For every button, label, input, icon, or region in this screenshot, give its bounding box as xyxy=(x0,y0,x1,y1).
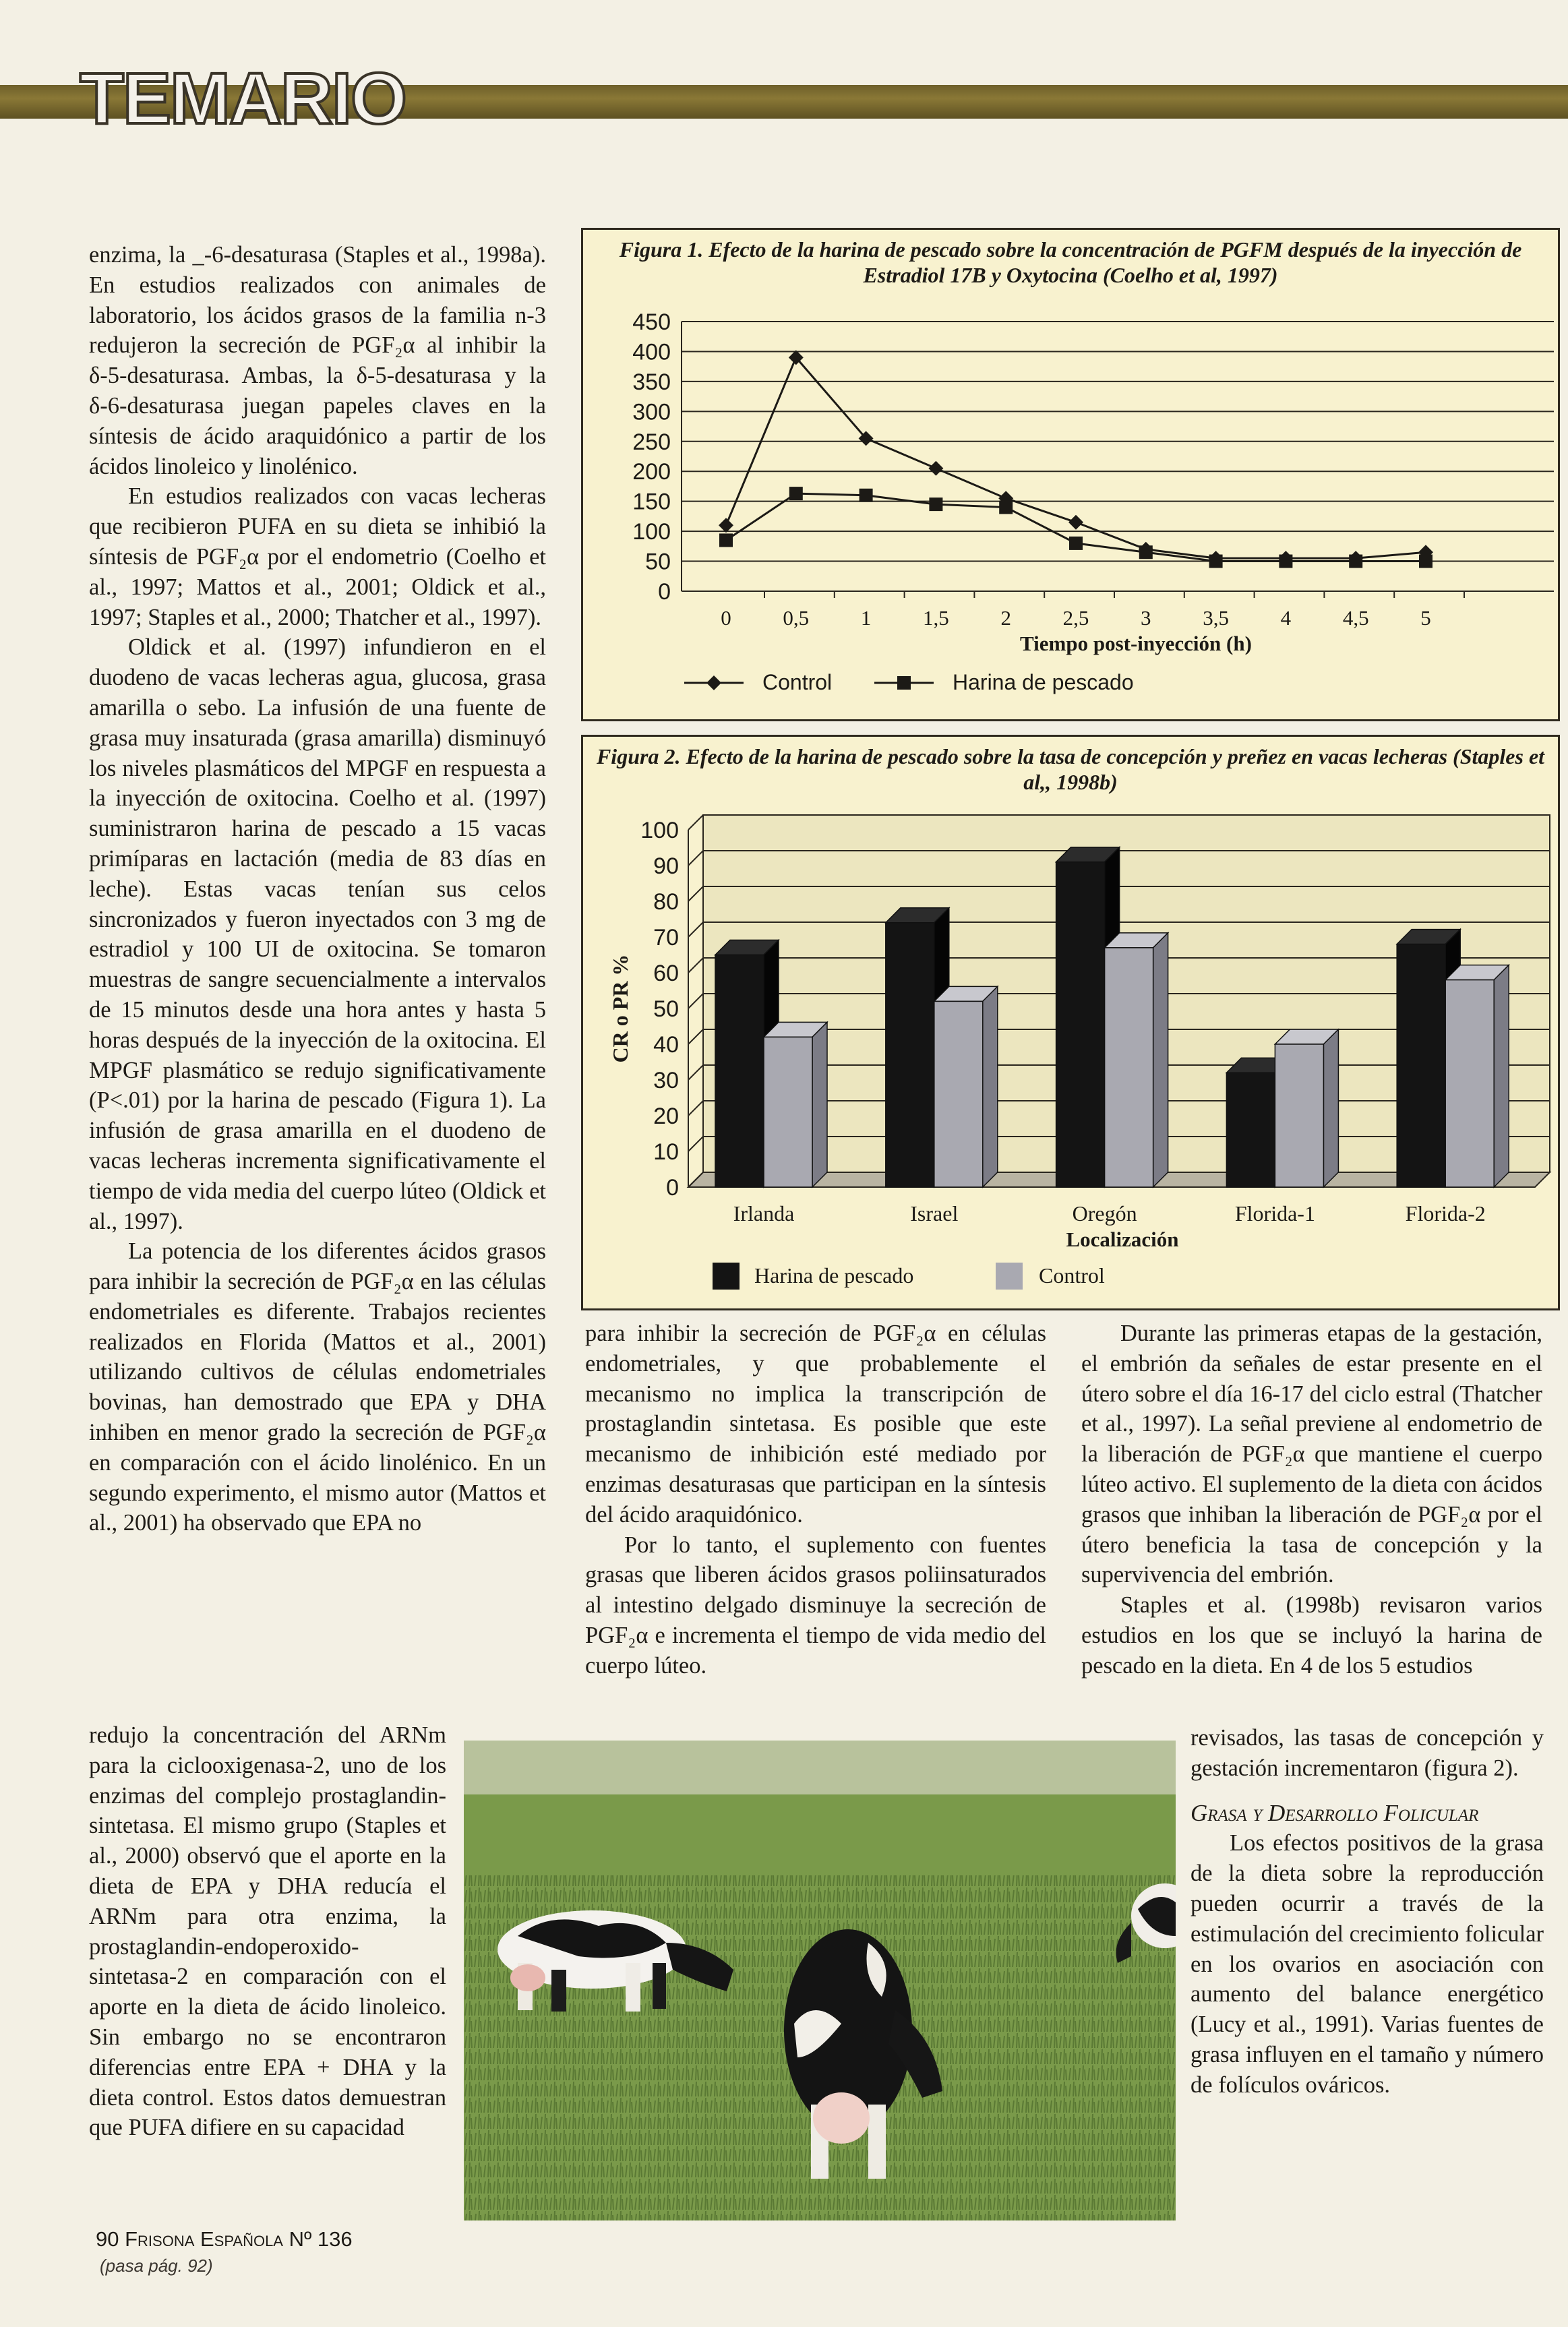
legend-label-harina: Harina de pescado xyxy=(754,1263,914,1288)
x-tick-label: 5 xyxy=(1420,606,1431,630)
x-tick-label: 1 xyxy=(860,606,872,630)
data-point-control xyxy=(1068,515,1083,530)
y-tick-label: 300 xyxy=(632,399,671,425)
data-point-harina xyxy=(1139,545,1153,559)
paragraph: Oldick et al. (1997) infundieron en el duodeno de vacas lecheras agua, glucosa, grasa amarilla o sebo. La infusión de una fuente de grasa muy insaturada (grasa amarilla) disminuyó los niveles plasmáticos del MPGF en respuesta a la inyección de oxitocina. Coelho et al. (1997) suministraron harina de pescado a 15 vacas primíparas en lactación (media de 83 días en leche). Estas vacas tenían sus celos sincronizados y fueron inyectados con 3 mg de estradiol y 100 UI de oxitocina. Se tomaron muestras de sangre secuencialmente a intervalos de 15 minutos desde una hora antes y hasta 5 horas después de la inyección de la oxitocina. El MPGF plasmático se redujo significativamente (P<.01) por la harina de pescado (Figura 1). La infusión de grasa amarilla en el duodeno de vacas lecheras incrementa significativamente el tiempo de vida media del cuerpo lúteo (Oldick et al., 1997). xyxy=(89,634,546,1234)
x-tick-label: Irlanda xyxy=(733,1201,795,1226)
paragraph: enzima, la _-6-desaturasa (Staples et al., 1998a). En estudios realizados con animales de laboratorio, los ácidos grasos de la familia n-3 redujeron la secreción de PGF₂α al inhibir la δ-5-desaturasa. Ambas, la δ-5-desaturasa y la δ-6-desaturasa juegan papeles claves en la síntesis de ácido araquidónico a partir de los ácidos linoleico y linolénico. xyxy=(89,242,546,479)
data-point-control xyxy=(928,461,943,476)
paragraph: En estudios realizados con vacas lecheras que recibieron PUFA en su dieta se inhibió la síntesis de PGF₂α por el endometrio (Coelho et al., 1997; Mattos et al., 2001; Oldick et al., 1997; Staples et al., 2000; Thatcher et al., 1997). xyxy=(89,483,546,630)
paragraph: para inhibir la secreción de PGF₂α en células endometriales, y que probablemente el mecanismo no implica la transcripción de prostaglandin sintetasa. Es posible que este mecanismo de inhibición esté mediado por enzimas desaturasas que participan en la síntesis del ácido araquidónico. xyxy=(585,1321,1046,1528)
figure-2 xyxy=(581,735,1560,1310)
y-tick-label: 50 xyxy=(653,996,679,1022)
cows-grazing-photo xyxy=(464,1741,1176,2220)
legend-swatch-control xyxy=(996,1263,1023,1290)
paragraph: La potencia de los diferentes ácidos grasos para inhibir la secreción de PGF₂α en las células endometriales es diferente. Trabajos recientes realizados en Florida (Mattos et al., 2001) utilizando cultivos de células endometriales bovinas, han demostrado que EPA y DHA inhiben en menor grado la secreción de PGF₂α en comparación con el ácido linolénico. En un segundo experimento, el mismo autor (Mattos et al., 2001) ha observado que EPA no xyxy=(89,1238,546,1536)
continued-note: (pasa pág. 92) xyxy=(100,2256,213,2276)
x-tick-label: 4 xyxy=(1280,606,1292,630)
section-title: TEMARIO xyxy=(80,57,406,139)
data-point-harina xyxy=(929,497,942,511)
y-tick-label: 400 xyxy=(632,339,671,365)
bar-control xyxy=(1445,980,1494,1187)
paragraph: redujo la concentración del ARNm para la ciclooxigenasa-2, uno de los enzimas del complejo prostaglandin-sintetasa. El mismo grupo (Staples et al., 2000) observó que el aporte en la dieta de EPA y DHA reducía el ARNm para otra enzima, la prostaglandin-endoperoxido-sintetasa-2 en comparación con el aporte en la dieta de ácido linoleico. Sin embargo no se encontraron diferencias entre EPA + DHA y la dieta control. Estos datos demuestran que PUFA difiere en su capacidad xyxy=(89,1722,446,2141)
column-1 xyxy=(89,240,546,1538)
paragraph: Los efectos positivos de la grasa de la dieta sobre la reproducción pueden ocurrir a través de la estimulación del crecimiento folicular en los ovarios en asociación con aumento del balance energético (Lucy et al., 1991). Varias fuentes de grasa influyen en el tamaño y número de folículos ováricos. xyxy=(1190,1830,1544,2098)
y-tick-label: 80 xyxy=(653,889,679,915)
column-2 xyxy=(585,1319,1046,1681)
x-tick-label: 0 xyxy=(721,606,731,630)
x-tick-label: Oregón xyxy=(1072,1201,1137,1226)
x-tick-label: 2,5 xyxy=(1062,606,1089,630)
column-3 xyxy=(1081,1319,1542,1681)
data-point-control xyxy=(719,518,733,533)
x-tick-label: 0,5 xyxy=(783,606,810,630)
y-tick-label: 10 xyxy=(653,1139,679,1165)
cows-illustration xyxy=(464,1741,1176,2220)
figure-2-chart xyxy=(583,737,1558,1308)
bar-control xyxy=(1105,948,1153,1187)
y-tick-label: 200 xyxy=(632,459,671,485)
legend-label-control: Control xyxy=(762,670,833,694)
x-tick-label: 4,5 xyxy=(1342,606,1369,630)
paragraph: Durante las primeras etapas de la gestación, el embrión da señales de estar presente en el útero sobre el día 16-17 del ciclo estral (Thatcher et al., 1997). La señal previene al endometrio de la liberación de PGF₂α que mantiene el cuerpo lúteo activo. El suplemento de la dieta con ácidos grasos que inhiban la liberación de PGF₂α por el útero beneficia la tasa de concepción y la supervivencia del embrión. xyxy=(1081,1321,1542,1588)
figure-1 xyxy=(581,228,1560,721)
y-tick-label: 350 xyxy=(632,369,671,395)
y-tick-label: 60 xyxy=(653,961,679,986)
data-point-harina xyxy=(789,487,803,500)
x-tick-label: 2 xyxy=(1000,606,1011,630)
legend-marker-control xyxy=(706,675,721,690)
legend-label-control: Control xyxy=(1039,1263,1105,1288)
data-point-harina xyxy=(1349,555,1362,568)
magazine-name: Frisona Española xyxy=(125,2227,283,2251)
bar-control xyxy=(764,1037,812,1187)
x-tick-label: 3 xyxy=(1141,606,1151,630)
y-tick-label: 250 xyxy=(632,429,671,455)
bar-side xyxy=(1153,933,1168,1187)
bar-side xyxy=(812,1022,827,1187)
x-axis-label: Localización xyxy=(1066,1228,1179,1251)
column-3-lower xyxy=(1190,1723,1544,2101)
figure-2-caption: Figura 2. Efecto de la harina de pescado sobre la tasa de concepción y preñez en vacas lecheras (Staples et al,, 1998b) xyxy=(596,744,1545,794)
data-point-harina xyxy=(1069,537,1083,550)
y-axis-label: CR o PR % xyxy=(608,954,632,1063)
issue-number: Nº 136 xyxy=(289,2227,353,2251)
y-tick-label: 0 xyxy=(666,1175,679,1201)
data-point-harina xyxy=(1419,555,1433,568)
y-tick-label: 450 xyxy=(632,309,671,335)
bar-harina xyxy=(886,923,934,1187)
y-tick-label: 90 xyxy=(653,853,679,879)
section-heading: Grasa y Desarrollo Folicular xyxy=(1190,1799,1479,1826)
data-point-harina xyxy=(1209,555,1223,568)
bar-harina xyxy=(1226,1072,1275,1187)
y-tick-label: 150 xyxy=(632,489,671,515)
legend-swatch-harina xyxy=(713,1263,740,1290)
x-axis-label: Tiempo post-inyección (h) xyxy=(1020,632,1252,655)
figure-1-caption: Figura 1. Efecto de la harina de pescado sobre la concentración de PGFM después de la inyección de Estradiol 17B y Oxytocina (Coelho et al, 1997) xyxy=(619,237,1522,287)
data-point-harina xyxy=(719,533,733,547)
data-point-harina xyxy=(999,501,1013,514)
bar-harina xyxy=(715,955,764,1188)
x-tick-label: Florida-2 xyxy=(1405,1201,1486,1226)
legend-marker-harina xyxy=(897,676,911,690)
figure-1-chart xyxy=(583,230,1558,719)
y-tick-label: 50 xyxy=(645,549,671,575)
x-tick-label: 3,5 xyxy=(1203,606,1229,630)
column-1-lower xyxy=(89,1720,446,2143)
y-tick-label: 100 xyxy=(632,519,671,545)
y-tick-label: 40 xyxy=(653,1032,679,1058)
paragraph: Staples et al. (1998b) revisaron varios estudios en los que se incluyó la harina de pescado en la dieta. En 4 de los 5 estudios xyxy=(1081,1592,1542,1679)
bar-harina xyxy=(1056,862,1105,1187)
y-tick-label: 30 xyxy=(653,1068,679,1093)
x-tick-label: 1,5 xyxy=(923,606,949,630)
bar-side xyxy=(1494,965,1509,1187)
bar-side xyxy=(1323,1029,1338,1187)
bar-control xyxy=(934,1001,983,1187)
page-footer xyxy=(96,2227,353,2252)
y-tick-label: 20 xyxy=(653,1104,679,1129)
y-tick-label: 0 xyxy=(658,579,671,605)
paragraph: revisados, las tasas de concepción y gestación incrementaron (figura 2). xyxy=(1190,1725,1544,1781)
data-point-harina xyxy=(1279,555,1292,568)
legend-label-harina: Harina de pescado xyxy=(953,670,1134,694)
page-number: 90 xyxy=(96,2227,119,2251)
bar-harina xyxy=(1397,944,1445,1187)
data-point-harina xyxy=(860,489,873,502)
y-tick-label: 100 xyxy=(640,818,679,843)
x-tick-label: Israel xyxy=(910,1201,959,1226)
bar-control xyxy=(1275,1044,1323,1187)
y-tick-label: 70 xyxy=(653,925,679,950)
bar-side xyxy=(983,986,998,1187)
x-tick-label: Florida-1 xyxy=(1234,1201,1315,1226)
paragraph: Por lo tanto, el suplemento con fuentes grasas que liberen ácidos grasos poliinsaturados al intestino delgado disminuye la secreción de PGF₂α e incrementa el tiempo de vida medio del cuerpo lúteo. xyxy=(585,1532,1046,1679)
